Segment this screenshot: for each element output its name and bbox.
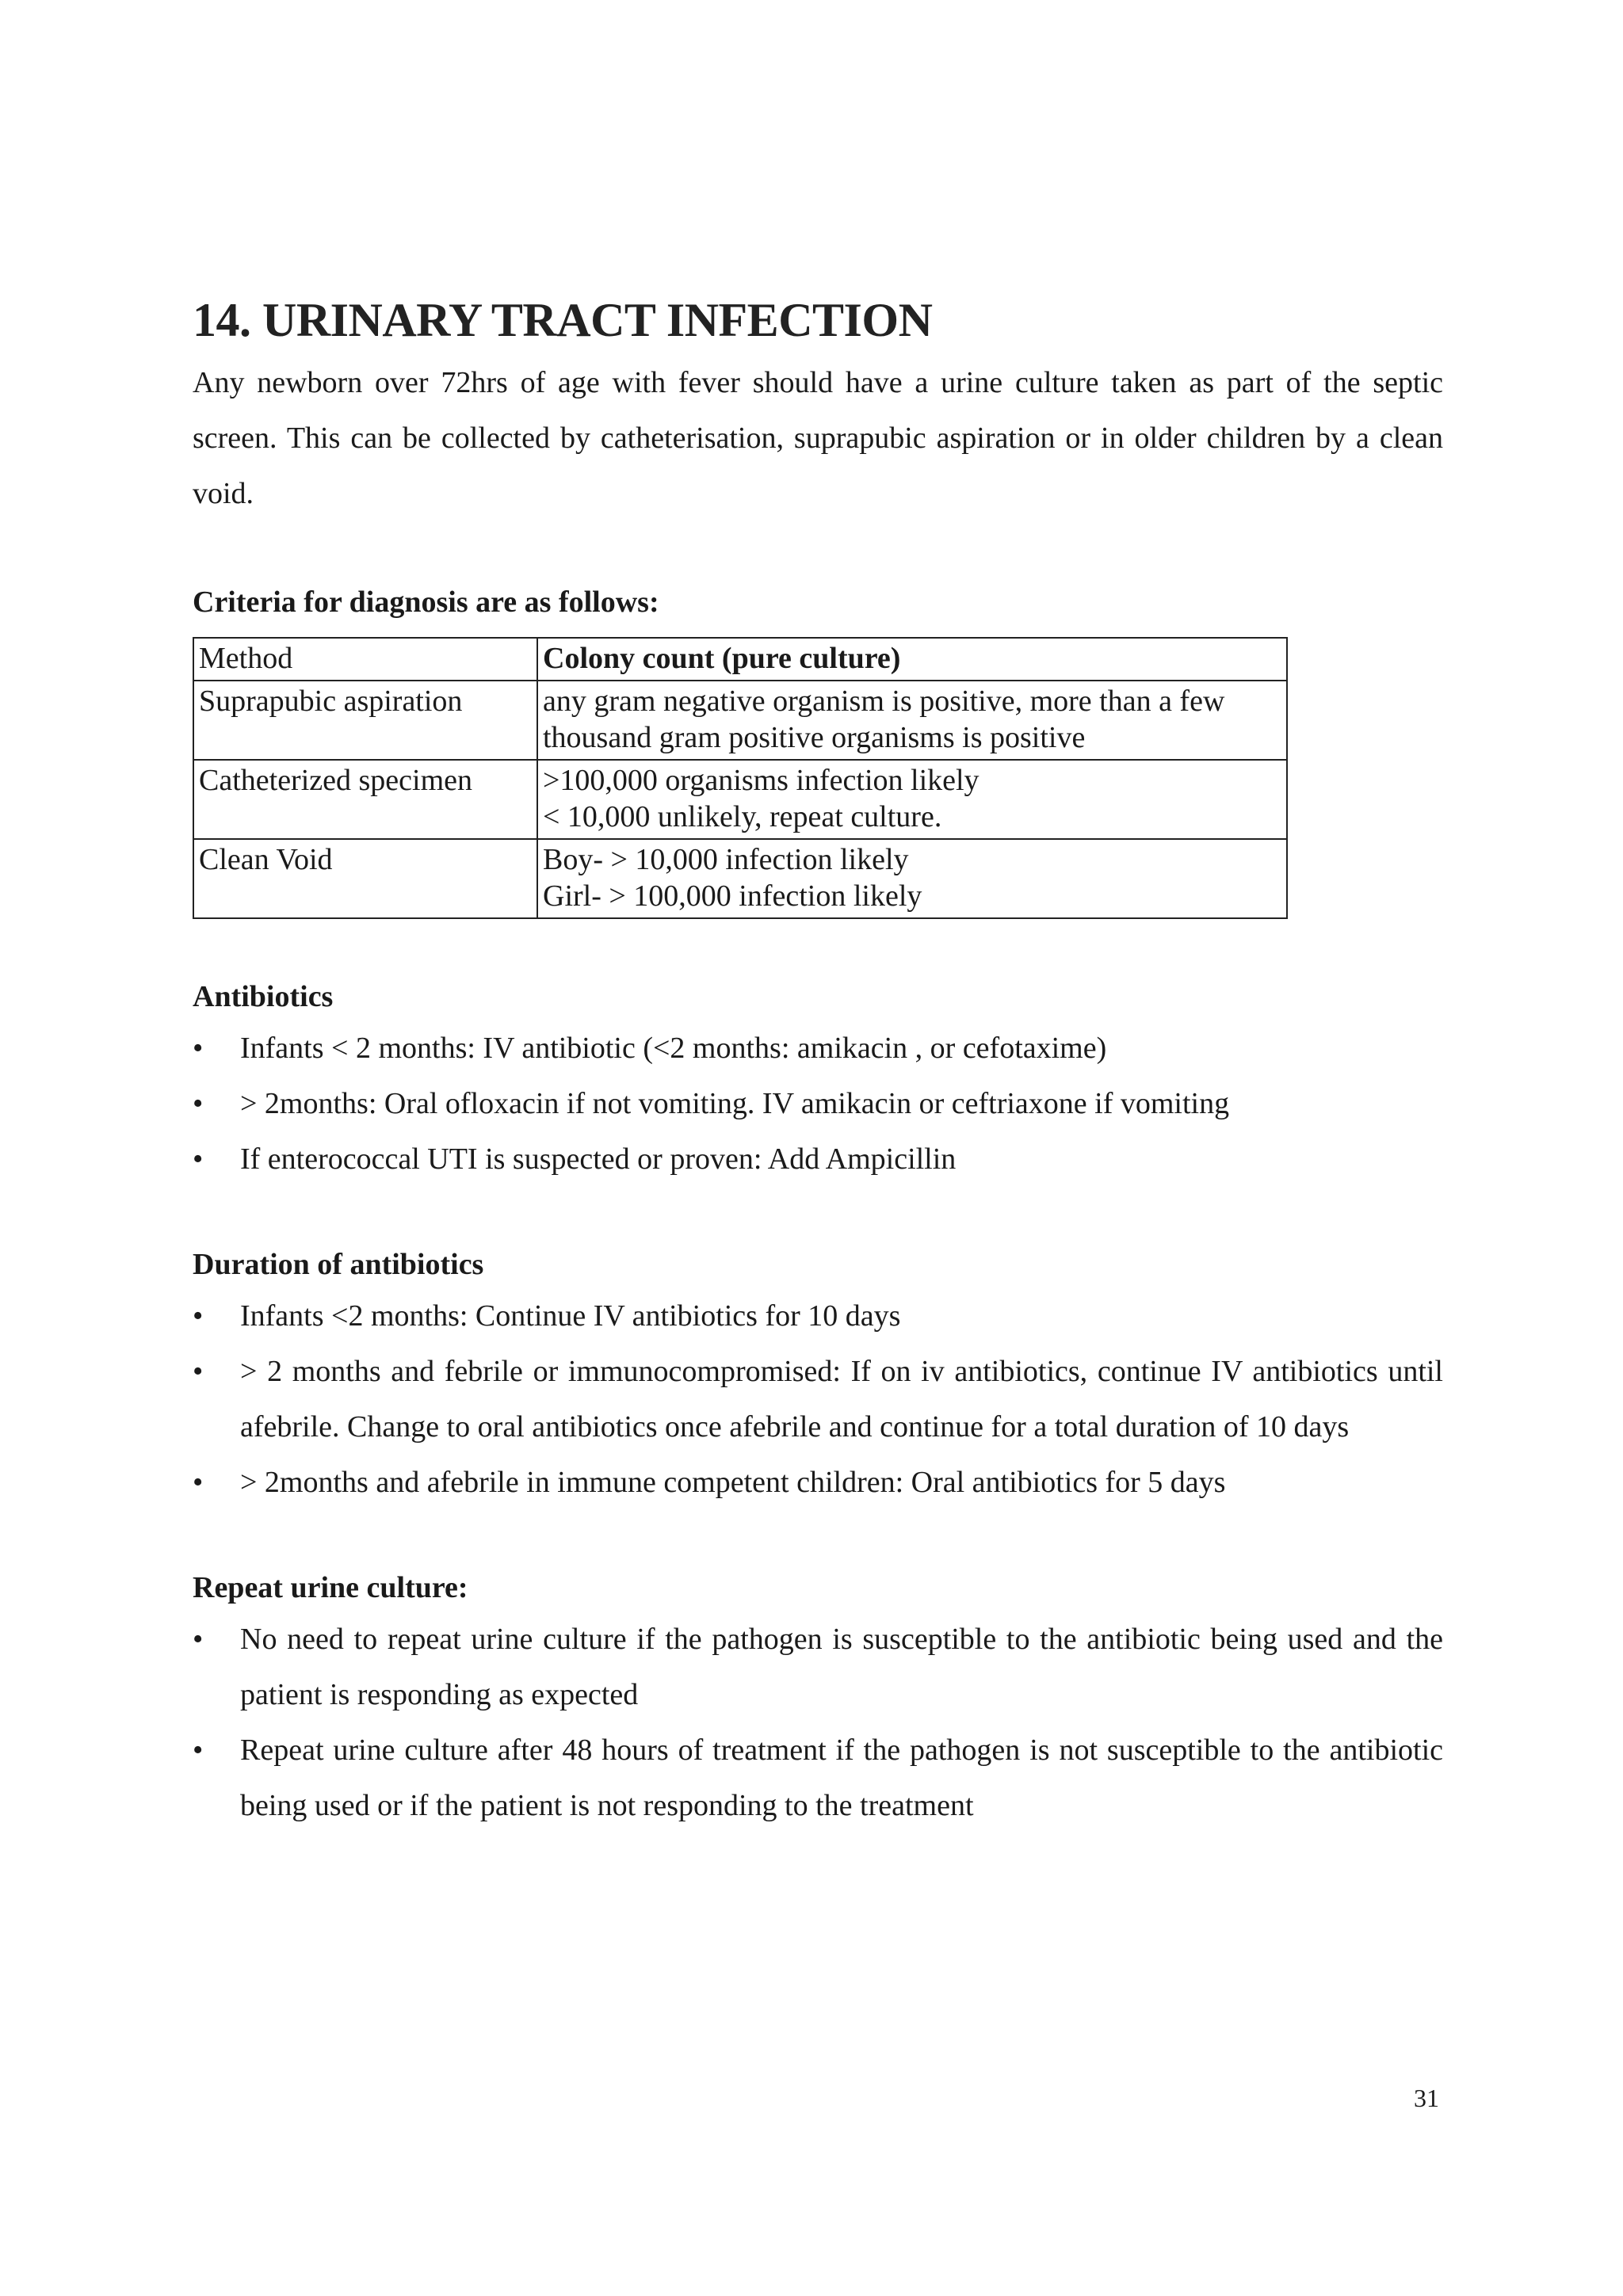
list-item-text: No need to repeat urine culture if the pathogen is susceptible to the antibiotic being used and the patient is responding as expected [240, 1623, 1443, 1711]
repeat-culture-section [193, 1569, 1443, 1833]
page-title: 14. URINARY TRACT INFECTION [193, 294, 933, 346]
list-item [193, 1611, 1443, 1722]
method-cell: Catheterized specimen [193, 760, 537, 839]
list-item-text: > 2months: Oral ofloxacin if not vomiting. IV amikacin or ceftriaxone if vomiting [240, 1087, 1230, 1120]
cell-line: >100,000 organisms infection likely [543, 764, 980, 797]
list-item-text: Infants <2 months: Continue IV antibiotics for 10 days [240, 1299, 901, 1333]
list-item [193, 1076, 1443, 1131]
cell-line: Girl- > 100,000 infection likely [543, 879, 922, 913]
intro-paragraph: Any newborn over 72hrs of age with fever should have a urine culture taken as part of the septic screen. This can be collected by catheterisation, suprapubic aspiration or in older children by a clean void. [193, 366, 1443, 510]
list-item-text: > 2months and afebrile in immune competent children: Oral antibiotics for 5 days [240, 1466, 1226, 1499]
bullet-icon: • [193, 1087, 204, 1120]
bullet-icon: • [193, 1032, 204, 1065]
list-item [193, 1020, 1443, 1076]
list-item [193, 1288, 1443, 1344]
list-item [193, 1722, 1443, 1833]
list-item [193, 1344, 1443, 1455]
table-header-row [193, 638, 1287, 681]
list-item-text: Infants < 2 months: IV antibiotic (<2 months: amikacin , or cefotaxime) [240, 1032, 1107, 1065]
table-row [193, 681, 1287, 760]
bullet-icon: • [193, 1733, 204, 1767]
antibiotics-section [193, 978, 1443, 1187]
list-item [193, 1455, 1443, 1510]
table-row [193, 839, 1287, 918]
list-item-text: > 2 months and febrile or immunocompromised: If on iv antibiotics, continue IV antibiotics until afebrile. Change to oral antibiotics once afebrile and continue for a total duration of 10 days [240, 1355, 1443, 1444]
cell-line: Boy- > 10,000 infection likely [543, 843, 909, 876]
bullet-icon: • [193, 1355, 204, 1388]
bullet-icon: • [193, 1142, 204, 1176]
criteria-heading: Criteria for diagnosis are as follows: [193, 585, 659, 619]
duration-list [193, 1288, 1443, 1510]
bullet-icon: • [193, 1466, 204, 1499]
method-cell: Clean Void [193, 839, 537, 918]
cell-line: < 10,000 unlikely, repeat culture. [543, 800, 942, 833]
table-row [193, 760, 1287, 839]
duration-section [193, 1245, 1443, 1510]
page-number: 31 [1414, 2084, 1439, 2112]
bullet-icon: • [193, 1299, 204, 1333]
antibiotics-heading: Antibiotics [193, 980, 334, 1013]
repeat-culture-list [193, 1611, 1443, 1833]
bullet-icon: • [193, 1623, 204, 1656]
colony-count-cell: any gram negative organism is positive, more than a few thousand gram positive organisms is positive [537, 681, 1287, 760]
colony-count-column-header: Colony count (pure culture) [537, 638, 1287, 681]
criteria-table [193, 637, 1288, 919]
duration-heading: Duration of antibiotics [193, 1248, 484, 1281]
repeat-culture-heading: Repeat urine culture: [193, 1571, 468, 1604]
method-column-header: Method [193, 638, 537, 681]
colony-count-cell [537, 839, 1287, 918]
method-cell: Suprapubic aspiration [193, 681, 537, 760]
list-item-text: Repeat urine culture after 48 hours of treatment if the pathogen is not susceptible to the antibiotic being used or if the patient is not responding to the treatment [240, 1733, 1443, 1822]
antibiotics-list [193, 1020, 1443, 1187]
list-item [193, 1131, 1443, 1187]
list-item-text: If enterococcal UTI is suspected or proven: Add Ampicillin [240, 1142, 957, 1176]
document-page [193, 285, 1443, 1833]
colony-count-cell [537, 760, 1287, 839]
